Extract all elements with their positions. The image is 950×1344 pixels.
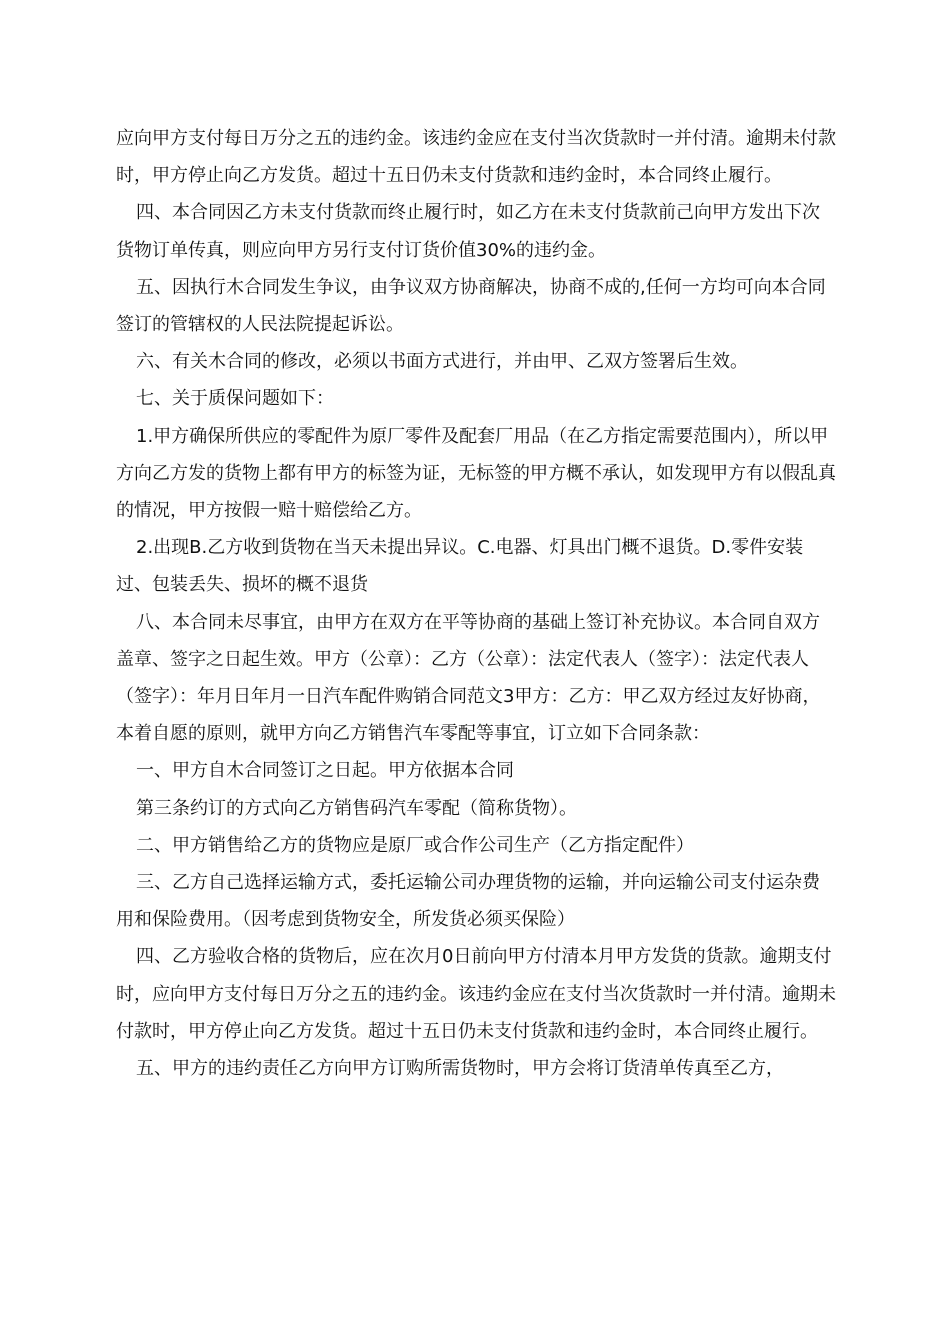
paragraph-clause-4: 四、本合同因乙方未支付货款而终止履行时，如乙方在未支付货款前己向甲方发出下次货物订单传真，则应向甲方另行支付订货价值30%的违约金。	[116, 202, 820, 261]
paragraph-contract3-clause-3: 三、乙方自己选择运输方式，委托运输公司办理货物的运输，并向运输公司支付运杂费用和保险费用。（因考虑到货物安全，所发货必须买保险）	[116, 872, 820, 931]
paragraph-item-1: 1.甲方确保所供应的零配件为原厂零件及配套厂用品（在乙方指定需要范围内），所以甲方向乙方发的货物上都有甲方的标签为证，无标签的甲方概不承认，如发现甲方有以假乱真的情况，甲方按假一赔十赔偿给乙方。	[116, 425, 836, 522]
paragraph-item-2: 2.出现B.乙方收到货物在当天未提出异议。C.电器、灯具出门概不退货。D.零件安装过、包装丢失、损坏的概不退货	[116, 537, 804, 596]
paragraph-clause-5: 五、因执行木合同发生争议，由争议双方协商解决，协商不成的,任何一方均可向本合同签订的管辖权的人民法院提起诉讼。	[116, 276, 826, 336]
paragraph-clause-7: 七、关于质保问题如下：	[136, 388, 334, 410]
paragraph-contract3-clause-4: 四、乙方验收合格的货物后，应在次月0日前向甲方付清本月甲方发货的货款。逾期支付时，应向甲方支付每日万分之五的违约金。该违约金应在支付当次货款时一并付清。逾期未付款时，甲方停止向乙方发货。超过十五日仍未支付货款和违约金时，本合同终止履行。	[116, 946, 836, 1042]
paragraph-continuation: 应向甲方支付每日万分之五的违约金。该违约金应在支付当次货款时一并付清。逾期未付款时，甲方停止向乙方发货。超过十五日仍未支付货款和违约金时，本合同终止履行。	[116, 128, 836, 187]
paragraph-contract3-clause-2: 二、甲方销售给乙方的货物应是原厂或合作公司生产（乙方指定配件）	[136, 834, 694, 856]
document-page	[116, 120, 836, 1087]
paragraph-clause-8: 八、本合同未尽事宜，由甲方在双方在平等协商的基础上签订补充协议。本合同自双方盖章、签字之日起生效。甲方（公章）：乙方（公章）：法定代表人（签字）：法定代表人（签字）：年月日年月一日汽车配件购销合同范文3甲方：乙方：甲乙双方经过友好协商，本着自愿的原则，就甲方向乙方销售汽车零配等事宜，订立如下合同条款：	[116, 611, 821, 745]
paragraph-contract3-article-3: 第三条约订的方式向乙方销售码汽车零配（简称货物）。	[136, 797, 577, 819]
paragraph-clause-6: 六、有关木合同的修改，必须以书面方式进行，并由甲、乙双方签署后生效。	[136, 351, 748, 373]
paragraph-contract3-clause-5: 五、甲方的违约责任乙方向甲方订购所需货物时，甲方会将订货清单传真至乙方，	[136, 1058, 784, 1080]
paragraph-contract3-clause-1: 一、甲方自木合同签订之日起。甲方依据本合同	[136, 760, 514, 782]
